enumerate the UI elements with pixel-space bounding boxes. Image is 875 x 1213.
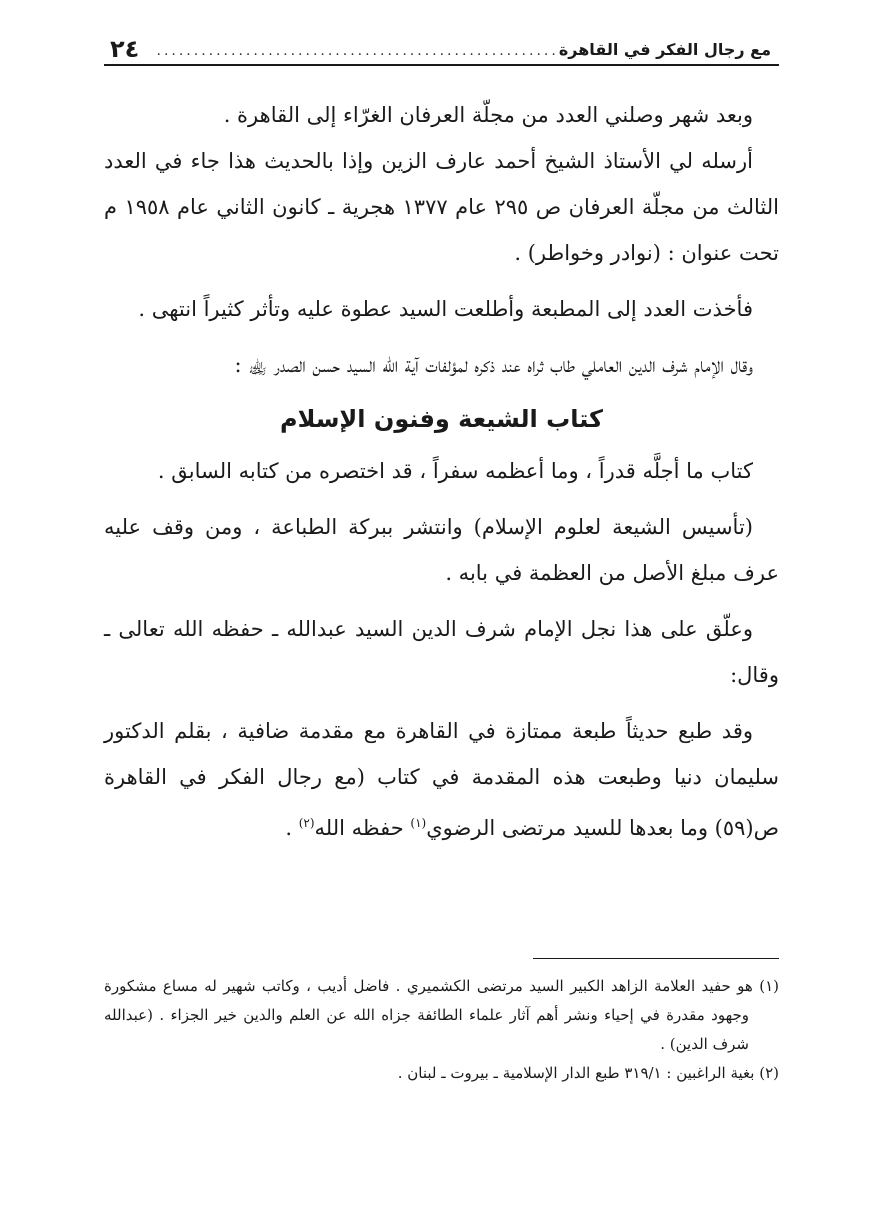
running-title: مع رجال الفكر في القاهرة (558, 40, 771, 59)
footnote-separator (533, 958, 779, 959)
footnote-ref-2: (٢) (298, 816, 315, 830)
main-text (104, 92, 779, 851)
paragraph: فأخذت العدد إلى المطبعة وأطلعت السيد عطوة عليه وتأثر كثيراً انتهى . (138, 297, 753, 321)
section-heading: كتاب الشيعة وفنون الإسلام (280, 405, 603, 433)
paragraph-text: وقد طبع حديثاً طبعة ممتازة في القاهرة مع مقدمة ضافية ، بقلم الدكتور سليمان دنيا وطبعت هذه المقدمة في كتاب (مع رجال الفكر في القاهرة ص(٥٩) وما بعدها للسيد مرتضى الرضوي (104, 719, 779, 840)
running-header (104, 30, 779, 66)
header-leader-dots: ...................................................... (156, 43, 559, 59)
paragraph-with-footnote-refs (104, 708, 779, 851)
footnotes (104, 972, 779, 1088)
paragraph: وقال الإمام شرف الدين العاملي طاب ثراه عند ذكره لمؤلفات آية الله السيد حسن الصدر ﵀ : (234, 353, 753, 377)
paragraph: (تأسيس الشيعة لعلوم الإسلام) وانتشر ببركة الطباعة ، ومن وقف عليه عرف مبلغ الأصل من العظمة في بابه . (104, 515, 779, 585)
paragraph: أرسله لي الأستاذ الشيخ أحمد عارف الزين وإذا بالحديث هذا جاء في العدد الثالث من مجلّة العرفان ص ٢٩٥ عام ١٣٧٧ هجرية ـ كانون الثاني عام ١٩٥٨ م تحت عنوان : (نوادر وخواطر) . (104, 149, 779, 265)
footnote-2: (٢) بغية الراغبين : ٣١٩/١ طبع الدار الإسلامية ـ بيروت ـ لبنان . (397, 1064, 779, 1082)
paragraph: وعلّق على هذا نجل الإمام شرف الدين السيد عبدالله ـ حفظه الله تعالى ـ وقال: (104, 617, 779, 687)
paragraph: كتاب ما أجلَّه قدراً ، وما أعظمه سفراً ، قد اختصره من كتابه السابق . (157, 459, 753, 483)
page-number: ٢٤ (110, 35, 140, 63)
footnote-ref-1: (١) (410, 816, 427, 830)
paragraph-text: حفظه الله (314, 816, 411, 840)
paragraph: وبعد شهر وصلني العدد من مجلّة العرفان الغرّاء إلى القاهرة . (223, 103, 753, 127)
paragraph-text: . (285, 816, 299, 840)
footnote-1: (١) هو حفيد العلامة الزاهد الكبير السيد مرتضى الكشميري . فاضل أديب ، وكاتب شهير له مساع مشكورة وجهود مقدرة في إحياء ونشر أهم آثار علماء الطائفة جزاه الله عن العلم والدين خير الجزاء . (عبدالله شرف الدين) . (104, 977, 779, 1053)
